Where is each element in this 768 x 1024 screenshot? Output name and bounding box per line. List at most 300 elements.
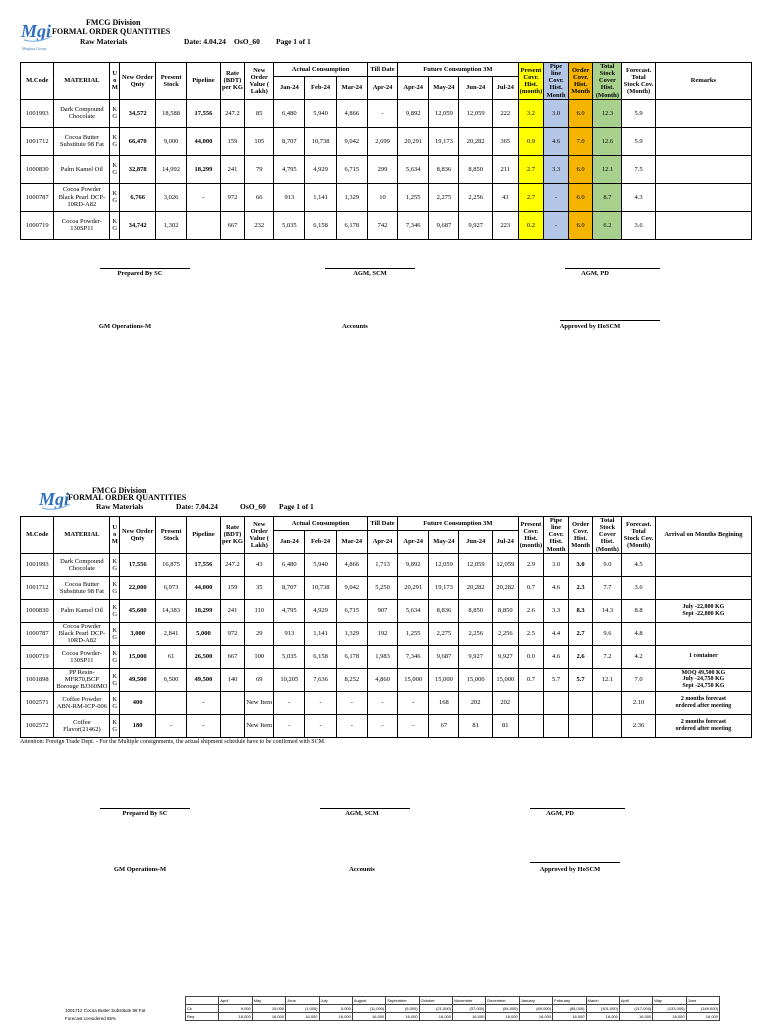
cell-tc: 12.6 [593, 127, 622, 155]
cell-oc: 7.0 [568, 127, 593, 155]
material-header: MATERIAL [54, 517, 110, 554]
cell-new_order: 34,742 [120, 211, 156, 239]
forecast-cell: (69,000) [519, 1005, 552, 1013]
cell-fc: 4.5 [622, 553, 655, 576]
cell-jul: 365 [492, 127, 518, 155]
cell-may: 168 [429, 691, 459, 714]
cell-material: PP Resin-MFR70,BCP Borouge BJ360MO [54, 668, 110, 691]
pipeline-cover-header: Pipe line Covr. Hist. Month [544, 63, 569, 100]
cell-mar: 6,715 [336, 599, 367, 622]
cell-value: 66 [245, 183, 274, 211]
cell-jan: 913 [274, 183, 305, 211]
cell-may: 9,687 [429, 645, 459, 668]
cell-new_order: 180 [120, 714, 156, 737]
month-header: Jun-24 [459, 530, 492, 553]
forecast-cell: 16,000 [419, 1013, 452, 1021]
cell-pipeline: - [187, 691, 220, 714]
cell-pipeline: 18,299 [187, 599, 220, 622]
month-header: Mar-24 [336, 530, 367, 553]
cell-may: 67 [429, 714, 459, 737]
sheet-header [20, 16, 752, 62]
order-cover-header: Order Covr. Hist. Month [568, 63, 593, 100]
cell-rate: 140 [220, 668, 245, 691]
bottom-sublabel: Forecast considered 85% [65, 1016, 117, 1021]
cell-tc: 8.7 [593, 183, 622, 211]
cell-feb: 1,141 [305, 183, 336, 211]
cell-till: - [367, 691, 397, 714]
cell-rate: 247.2 [220, 99, 245, 127]
cell-oc: 6.0 [568, 183, 593, 211]
signature-line [325, 268, 415, 269]
cell-remarks [655, 127, 751, 155]
cell-jun: 20,282 [459, 127, 492, 155]
month-header: Jun-24 [459, 76, 492, 99]
cell-stock: 18,588 [156, 99, 187, 127]
cell-uom: K G [110, 155, 120, 183]
till-date-header: Till Date [367, 517, 397, 531]
month-header: Jul-24 [492, 530, 518, 553]
cell-feb: 5,940 [305, 99, 336, 127]
cell-jun: 2,256 [459, 622, 492, 645]
cell-till: 1,983 [367, 645, 397, 668]
cell-uom: K G [110, 645, 120, 668]
cell-tc: 7.7 [593, 576, 622, 599]
cell-jul: 222 [492, 99, 518, 127]
cell-pc: 0.9 [518, 127, 544, 155]
forecast-cell: July [319, 997, 352, 1005]
cell-pipeline: 49,500 [187, 668, 220, 691]
cell-value: 69 [245, 668, 274, 691]
cell-new_order: 400 [120, 691, 156, 714]
company-logo [38, 486, 72, 512]
cell-mcode: 1001712 [21, 576, 54, 599]
svg-text:Mgi: Mgi [21, 21, 52, 41]
cell-new_order: 66,470 [120, 127, 156, 155]
cell-value: 35 [245, 576, 274, 599]
page-number: Page 1 of 1 [276, 37, 311, 46]
prepared-by-label: Prepared By SC [117, 270, 163, 277]
cell-jun: 15,000 [459, 668, 492, 691]
cell-plc: 4.4 [544, 622, 569, 645]
cell-rate: 159 [220, 576, 245, 599]
forecast-cell: (54,000) [486, 1005, 519, 1013]
forecast-cell: Req [186, 1013, 219, 1021]
header-row [21, 63, 752, 77]
cell-tc [593, 691, 622, 714]
table-row [21, 211, 752, 239]
cell-value: 85 [245, 99, 274, 127]
cell-pipeline: 5,000 [187, 622, 220, 645]
cell-tc: 7.2 [593, 645, 622, 668]
cell-mar: 6,715 [336, 155, 367, 183]
cell-oc: 2.6 [568, 645, 593, 668]
cell-pipeline: - [187, 714, 220, 737]
cell-mar: 6,178 [336, 645, 367, 668]
forecast-cell: (101,000) [586, 1005, 619, 1013]
cell-mar: 6,178 [336, 211, 367, 239]
cell-rate [220, 691, 245, 714]
month-header: Jan-24 [274, 76, 305, 99]
cell-fc: 7.5 [622, 155, 655, 183]
pipeline-cover-header: Pipe line Covr. Hist. Month [544, 517, 569, 554]
cell-mcode: 1002572 [21, 714, 54, 737]
forecast-cell: 16,000 [352, 1013, 385, 1021]
month-header: Feb-24 [305, 530, 336, 553]
header-row [21, 517, 752, 531]
order-table [20, 62, 752, 240]
cell-jun: 8,850 [459, 599, 492, 622]
table-row [21, 668, 752, 691]
cell-fc: 5.9 [622, 127, 655, 155]
cell-value: New Item [245, 714, 274, 737]
cell-feb: 4,929 [305, 599, 336, 622]
cell-tc [593, 714, 622, 737]
sheet-header [20, 484, 752, 516]
month-header: Apr-24 [398, 530, 429, 553]
agm-pd-label: AGM, PD [581, 270, 609, 277]
cell-oc [568, 691, 593, 714]
cell-mar: - [336, 691, 367, 714]
cell-material: Coffee Powder ABN-RM-ICP-006 [54, 691, 110, 714]
month-header: Jul-24 [492, 76, 518, 99]
cell-remarks: 2 months forecast ordered after meeting [655, 691, 751, 714]
cell-mcode: 1000830 [21, 155, 54, 183]
sheet-1 [20, 16, 752, 240]
cell-may: 2,275 [429, 183, 459, 211]
cell-mcode: 1002571 [21, 691, 54, 714]
cell-uom: K G [110, 99, 120, 127]
cell-uom: K G [110, 553, 120, 576]
forecast-cell: January [519, 997, 552, 1005]
cell-rate: 241 [220, 155, 245, 183]
cell-fc: 4.3 [622, 183, 655, 211]
cell-material: Cocoa Butter Substitute 98 Fat [54, 127, 110, 155]
page-title: FORMAL ORDER QUANTITIES [52, 27, 171, 36]
forecast-header-row [186, 997, 720, 1005]
forecast-cell: November [453, 997, 486, 1005]
cell-may: 8,836 [429, 599, 459, 622]
cell-apr: - [398, 691, 429, 714]
cell-mcode: 1001993 [21, 99, 54, 127]
cell-plc: 3.0 [544, 553, 569, 576]
oso-label: OsO_60 [240, 502, 266, 511]
forecast-cell: 16,000 [553, 1013, 586, 1021]
cell-material: Palm Kamel Oil [54, 155, 110, 183]
cell-jan: 5,035 [274, 211, 305, 239]
cell-pipeline: 44,000 [187, 127, 220, 155]
cell-tc: 12.3 [593, 99, 622, 127]
cell-fc: 7.0 [622, 668, 655, 691]
cell-remarks: July -22,800 KG Sept -22,800 KG [655, 599, 751, 622]
logo-subtitle: Meghna Group [22, 46, 47, 51]
bottom-label: 1001712 Cocoa Butter Substitute 98 Fat [65, 1008, 146, 1013]
new-order-header: New Order Qnty [120, 63, 156, 100]
cell-oc [568, 714, 593, 737]
cell-pc: 2.6 [518, 599, 544, 622]
forecast-table [185, 996, 720, 1021]
cell-plc [544, 691, 569, 714]
cell-new_order: 17,556 [120, 553, 156, 576]
cell-jul: 43 [492, 183, 518, 211]
prepared-by-label: Prepared By SC [122, 810, 168, 817]
table-row [21, 99, 752, 127]
present-cover-header: Present Covr. Hist. (month) [518, 517, 544, 554]
cell-stock: 9,000 [156, 127, 187, 155]
forecast-cell: June [686, 997, 719, 1005]
month-header: Jan-24 [274, 530, 305, 553]
cell-remarks [655, 211, 751, 239]
date-label: Date: 7.04.24 [176, 502, 218, 511]
cell-jul: 9,927 [492, 645, 518, 668]
month-header: Apr-24 [367, 530, 397, 553]
uom-header: U o M [110, 517, 120, 554]
cell-uom: K G [110, 183, 120, 211]
cell-new_order: 6,766 [120, 183, 156, 211]
forecast-cell: 16,000 [319, 1013, 352, 1021]
cell-pc: 2.9 [518, 553, 544, 576]
cell-value: 110 [245, 599, 274, 622]
category-label: Raw Materials [80, 37, 128, 46]
cell-jun: 2,256 [459, 183, 492, 211]
forecast-cell: September [386, 997, 419, 1005]
cell-apr: - [398, 714, 429, 737]
table-row [21, 576, 752, 599]
cell-new_order: 49,500 [120, 668, 156, 691]
mcode-header: M.Code [21, 517, 54, 554]
logo-icon [20, 18, 54, 44]
approved-by-label: Approved by HoSCM [559, 323, 621, 330]
cell-feb: - [305, 691, 336, 714]
cell-stock: 2,841 [156, 622, 187, 645]
cell-pc [518, 714, 544, 737]
forecast-cell: October [419, 997, 452, 1005]
cell-uom: K G [110, 622, 120, 645]
forecast-cell: 16,000 [653, 1013, 686, 1021]
forecast-cell: 5,000 [319, 1005, 352, 1013]
cell-new_order: 34,572 [120, 99, 156, 127]
total-cover-header: Total Stock Cover Hist. (Month) [593, 63, 622, 100]
cell-jan: 6,480 [274, 553, 305, 576]
cell-value: 79 [245, 155, 274, 183]
cell-remarks [655, 183, 751, 211]
forecast-cell: (11,000) [352, 1005, 385, 1013]
cell-stock: 1,302 [156, 211, 187, 239]
cell-pipeline: 17,556 [187, 553, 220, 576]
signature-line [560, 320, 660, 321]
rate-header: Rate (BDT) per KG [220, 517, 245, 554]
forecast-cell: (21,000) [419, 1005, 452, 1013]
cell-apr: 5,634 [398, 155, 429, 183]
forecast-cell: 16,000 [686, 1013, 719, 1021]
table-row [21, 155, 752, 183]
accounts-label: Accounts [349, 866, 375, 873]
cell-remarks [655, 155, 751, 183]
cell-oc: 6.0 [568, 155, 593, 183]
cell-mar: - [336, 714, 367, 737]
signature-line [320, 808, 410, 809]
forecast-cell: 16,000 [386, 1013, 419, 1021]
cell-tc: 12.1 [593, 155, 622, 183]
cell-pc: 0.7 [518, 576, 544, 599]
forecast-cell: Ck [186, 1005, 219, 1013]
cell-jan: 8,707 [274, 127, 305, 155]
mcode-header: M.Code [21, 63, 54, 100]
cell-value: 232 [245, 211, 274, 239]
cell-till: 907 [367, 599, 397, 622]
forecast-cell: (149,000) [686, 1005, 719, 1013]
cell-may: 2,275 [429, 622, 459, 645]
cell-jun: 9,927 [459, 645, 492, 668]
forecast-cell: May [653, 997, 686, 1005]
cell-new_order: 15,000 [120, 645, 156, 668]
cell-till: 742 [367, 211, 397, 239]
agm-scm-label: AGM, SCM [353, 270, 387, 277]
cell-pc: 0.7 [518, 668, 544, 691]
cell-fc: 4.8 [622, 622, 655, 645]
pipeline-header: Pipeline [187, 517, 220, 554]
forecast-cell: 16,000 [619, 1013, 652, 1021]
cell-plc [544, 714, 569, 737]
cell-jul: 8,850 [492, 599, 518, 622]
cell-pc: 2.7 [518, 155, 544, 183]
cell-fc: 4.2 [622, 645, 655, 668]
cell-feb: 5,940 [305, 553, 336, 576]
cell-jul: 211 [492, 155, 518, 183]
forecast-cell: 16,000 [586, 1013, 619, 1021]
order-table [20, 516, 752, 738]
cell-tc: 9.0 [593, 553, 622, 576]
cell-jul: 81 [492, 714, 518, 737]
cell-fc: 3.6 [622, 576, 655, 599]
forecast-cell: 16,000 [219, 1013, 252, 1021]
table-row [21, 622, 752, 645]
cell-tc: 9.6 [593, 622, 622, 645]
cell-jun: 20,282 [459, 576, 492, 599]
cell-new_order: 32,878 [120, 155, 156, 183]
cell-jan: 5,035 [274, 645, 305, 668]
forecast-cell: 15,000 [252, 1005, 285, 1013]
cell-apr: 9,892 [398, 553, 429, 576]
forecast-cell: August [352, 997, 385, 1005]
gm-operations-label: GM Operations-M [98, 323, 152, 330]
cell-plc: 3.3 [544, 155, 569, 183]
cell-stock: 16,875 [156, 553, 187, 576]
table-row [21, 691, 752, 714]
cell-fc: 2.36 [622, 714, 655, 737]
attention-note: Attention: Foreign Trade Dept. - For the Multiple consignments, the actual shipment schedule have to be confirmed with SCM. [20, 738, 326, 745]
cell-plc: 3.0 [544, 99, 569, 127]
forecast-cell: April [219, 997, 252, 1005]
agm-pd-label: AGM, PD [546, 810, 574, 817]
cell-mcode: 1001712 [21, 127, 54, 155]
cell-apr: 1,255 [398, 622, 429, 645]
cell-oc: 2.7 [568, 622, 593, 645]
cell-till: 299 [367, 155, 397, 183]
cell-may: 19,173 [429, 576, 459, 599]
uom-header: U o M [110, 63, 120, 100]
cell-till: - [367, 714, 397, 737]
future-consumption-header: Future Consumption 3M [398, 63, 519, 77]
present-stock-header: Present Stock [156, 517, 187, 554]
forecast-cell: March [586, 997, 619, 1005]
cell-feb: 10,738 [305, 576, 336, 599]
cell-jan: - [274, 714, 305, 737]
cell-till: 1,713 [367, 553, 397, 576]
cell-pc: 3.2 [518, 99, 544, 127]
cell-remarks: 2 months forecast ordered after meeting [655, 714, 751, 737]
company-logo [20, 18, 54, 44]
cell-jun: 12,059 [459, 99, 492, 127]
month-header: Mar-24 [336, 76, 367, 99]
cell-apr: 5,634 [398, 599, 429, 622]
material-header: MATERIAL [54, 63, 110, 100]
date-label: Date: 4.04.24 [184, 37, 226, 46]
division-title: FMCG Division [86, 18, 141, 27]
cell-jun: 81 [459, 714, 492, 737]
cell-jan: 913 [274, 622, 305, 645]
cell-stock [156, 691, 187, 714]
forecast-cell: 9,000 [219, 1005, 252, 1013]
cell-pc: 2.7 [518, 183, 544, 211]
cell-feb: 6,158 [305, 645, 336, 668]
cell-new_order: 22,000 [120, 576, 156, 599]
cell-rate: 247.2 [220, 553, 245, 576]
cell-uom: K G [110, 714, 120, 737]
month-header: Apr-24 [367, 76, 397, 99]
cell-jul: 2,256 [492, 622, 518, 645]
forecast-cell: 16,000 [486, 1013, 519, 1021]
cell-rate: 667 [220, 211, 245, 239]
cell-may: 19,173 [429, 127, 459, 155]
cell-till: 10 [367, 183, 397, 211]
cell-jul: 12,059 [492, 553, 518, 576]
cell-jun: 9,927 [459, 211, 492, 239]
cell-oc: 2.3 [568, 576, 593, 599]
cell-feb: 4,929 [305, 155, 336, 183]
forecast-cell: (1,000) [286, 1005, 319, 1013]
cell-rate: 241 [220, 599, 245, 622]
cell-remarks [655, 622, 751, 645]
cell-value: 105 [245, 127, 274, 155]
cell-plc: - [544, 211, 569, 239]
cell-plc: 4.6 [544, 127, 569, 155]
cell-uom: K G [110, 211, 120, 239]
forecast-row [186, 1013, 720, 1021]
cell-pipeline: 17,556 [187, 99, 220, 127]
signature-line [100, 268, 190, 269]
cell-till: 192 [367, 622, 397, 645]
cell-rate [220, 714, 245, 737]
cell-remarks [655, 576, 751, 599]
cell-pc: 0.2 [518, 211, 544, 239]
order-value-header: New Order Value ( Lakh) [245, 63, 274, 100]
cell-jul: 223 [492, 211, 518, 239]
cell-mar: 1,329 [336, 183, 367, 211]
forecast-header: Forecast. Total Stock Cov. (Month) [622, 517, 655, 554]
forecast-cell: December [486, 997, 519, 1005]
cell-jan: 4,795 [274, 155, 305, 183]
cell-remarks [655, 99, 751, 127]
cell-material: Cocoa Powder-130SP11 [54, 645, 110, 668]
forecast-row [186, 1005, 720, 1013]
cell-material: Coffee Flavor(21462) [54, 714, 110, 737]
cell-feb: - [305, 714, 336, 737]
cell-plc: 3.3 [544, 599, 569, 622]
cell-rate: 972 [220, 183, 245, 211]
remarks-header: Remarks [655, 63, 751, 100]
signature-line [530, 862, 620, 863]
cell-oc: 6.0 [568, 211, 593, 239]
